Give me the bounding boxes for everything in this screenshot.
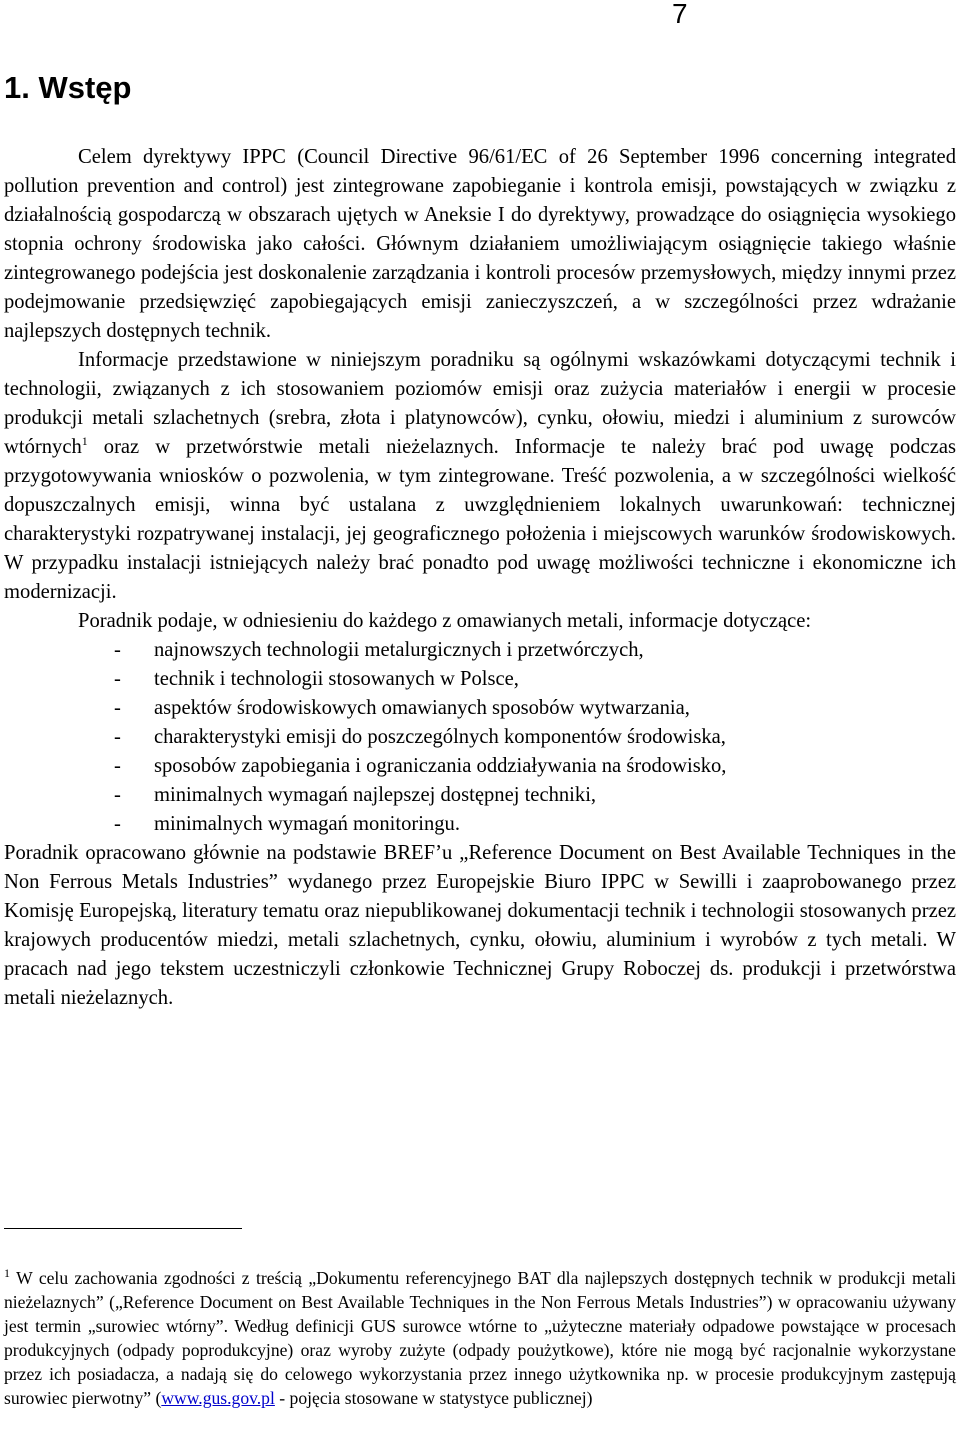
footnote-reference[interactable]: 1	[81, 434, 88, 449]
footnote-text-part2: - pojęcia stosowane w statystyce publicznej)	[274, 1388, 593, 1409]
list-item	[114, 752, 956, 781]
list-dash: -	[114, 726, 121, 748]
list-item-text: sposobów zapobiegania i ograniczania oddziaływania na środowisko,	[154, 755, 727, 777]
list-item	[114, 781, 956, 810]
list-item-text: technik i technologii stosowanych w Polsce,	[154, 668, 519, 690]
list-item	[114, 636, 956, 665]
list-item-text: minimalnych wymagań monitoringu.	[154, 813, 461, 835]
paragraph-ippc-directive: Celem dyrektywy IPPC (Council Directive 96/61/EC of 26 September 1996 concerning integrated pollution prevention and control) jest zintegrowane zapobieganie i kontrola emisji, powstających w związku z działalnością gospodarczą w obszarach ujętych w Aneksie I do dyrektywy, prowadzące do osiągnięcia wysokiego stopnia ochrony środowiska jako całości. Głównym działaniem umożliwiającym osiągnięcie takiego właśnie zintegrowanego podejścia jest doskonalenie zarządzania i kontroli procesów przemysłowych, między innymi przez podejmowanie przedsięwzięć zapobiegających emisji zanieczyszczeń, a w szczególności przez wdrażanie najlepszych dostępnych technik.	[4, 146, 956, 342]
body-text	[4, 143, 956, 1013]
list-item-text: minimalnych wymagań najlepszej dostępnej techniki,	[154, 784, 597, 806]
list-item	[114, 665, 956, 694]
list-item-text: aspektów środowiskowych omawianych sposobów wytwarzania,	[154, 697, 690, 719]
footnote-text-part1: W celu zachowania zgodności z treścią „Dokumentu referencyjnego BAT dla najlepszych dostępnych technik w produkcji metali nieżelaznych” („Reference Document on Best Available Techniques in the Non Ferrous Metals Industries”) w opracowaniu używany jest termin „surowiec wtórny”. Według definicji GUS surowce wtórne to „użyteczne materiały odpadowe powstające w procesach produkcyjnych (odpady poprodukcyjne) oraz wyroby zużyte (odpady poużytkowe), które nie mogą być racjonalnie wykorzystane przez ich posiadacza, a nadają się do celowego wykorzystania przez innego użytkownika np. w procesie produkcyjnym zastępują surowiec pierwotny” (	[4, 1268, 956, 1409]
paragraph-information-part1: Informacje przedstawione w niniejszym poradniku są ogólnymi wskazówkami dotyczącymi technik i technologii, związanych z ich stosowaniem poziomów emisji oraz zużycia materiałów i energii w procesie produkcji metali szlachetnych (srebra, złota i platynowców), cynku, ołowiu, miedzi i aluminium z surowców wtórnych	[4, 349, 956, 458]
list-dash: -	[114, 755, 121, 777]
list-item	[114, 810, 956, 839]
paragraph-information-part2: oraz w przetwórstwie metali nieżelaznych. Informacje te należy brać pod uwagę podczas przygotowywania wniosków o pozwolenia, w tym zintegrowane. Treść pozwolenia, a w szczególności wielkość dopuszczalnych emisji, winna być ustalana z uwzględnieniem lokalnych uwarunkowań: technicznej charakterystyki rozpatrywanej instalacji, jej geograficznego położenia i miejscowych warunków środowiskowych. W przypadku instalacji istniejących należy brać ponadto pod uwagę możliwości techniczne i ekonomiczne ich modernizacji.	[4, 436, 956, 603]
footnote-marker: 1	[4, 1266, 10, 1281]
contents-list	[4, 636, 956, 839]
paragraph-guide-contents: Poradnik podaje, w odniesieniu do każdego z omawianych metali, informacje dotyczące:	[78, 610, 812, 632]
footnote-separator	[4, 1228, 242, 1229]
list-item-text: charakterystyki emisji do poszczególnych komponentów środowiska,	[154, 726, 726, 748]
list-dash: -	[114, 697, 121, 719]
list-dash: -	[114, 813, 121, 835]
section-heading: 1. Wstęp	[4, 70, 132, 105]
list-item	[114, 723, 956, 752]
list-dash: -	[114, 639, 121, 661]
paragraph-sources: Poradnik opracowano głównie na podstawie BREF’u „Reference Document on Best Available Techniques in the Non Ferrous Metals Industries” wydanego przez Europejskie Biuro IPPC w Sewilli i zaaprobowanego przez Komisję Europejską, literatury tematu oraz niepublikowanej dokumentacji technik i technologii stosowanych przez krajowych producentów miedzi, metali szlachetnych, cynku, ołowiu, aluminium i wyrobów z tych metali. W pracach nad jego tekstem uczestniczyli członkowie Technicznej Grupy Roboczej ds. produkcji i przetwórstwa metali nieżelaznych.	[4, 842, 956, 1009]
list-item-text: najnowszych technologii metalurgicznych i przetwórczych,	[154, 639, 644, 661]
gus-link[interactable]: www.gus.gov.pl	[161, 1388, 275, 1409]
paragraph-information	[4, 346, 956, 607]
list-item	[114, 694, 956, 723]
list-dash: -	[114, 668, 121, 690]
list-dash: -	[114, 784, 121, 806]
page-number: 7	[672, 0, 688, 29]
footnote	[4, 1266, 956, 1411]
